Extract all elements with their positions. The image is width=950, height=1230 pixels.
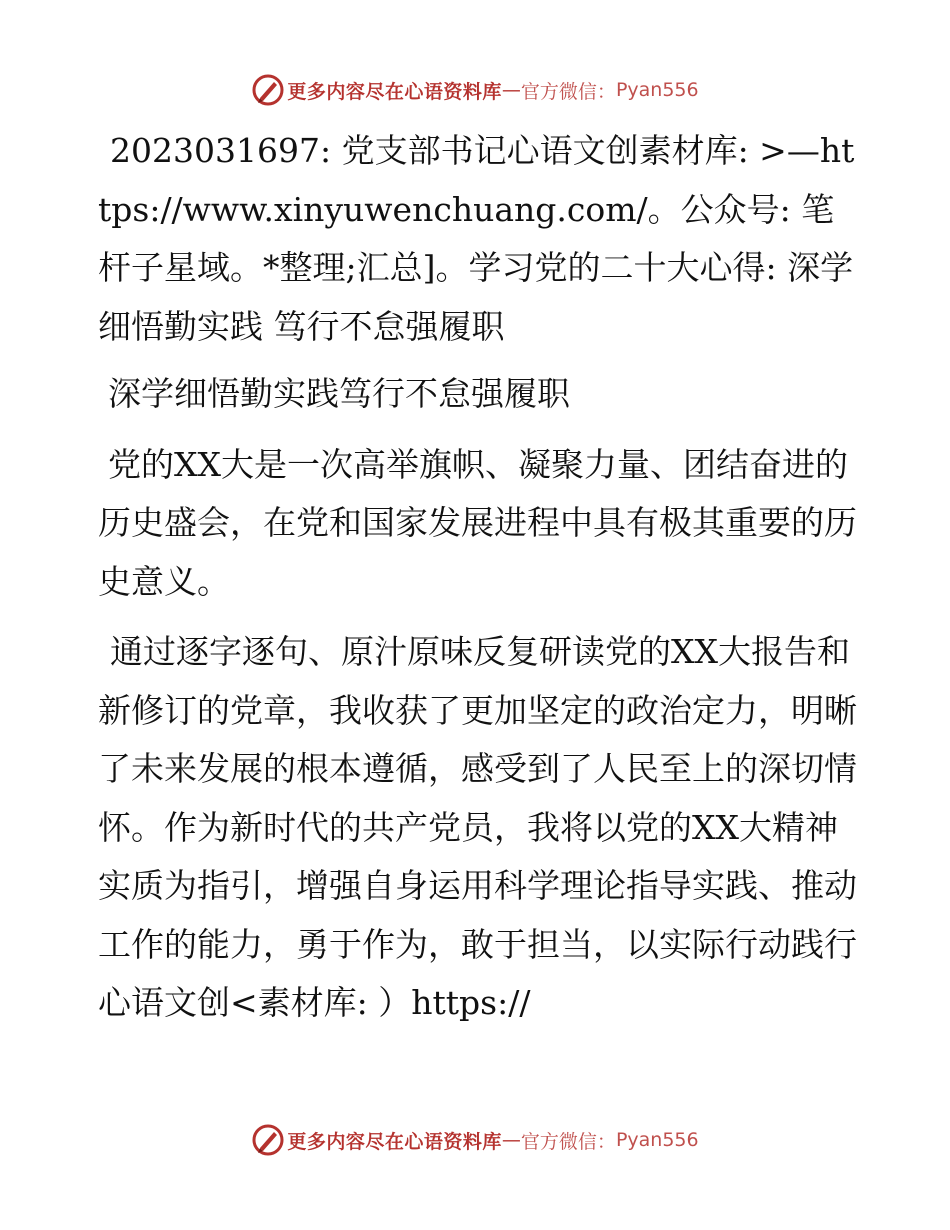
document-title: 深学细悟勤实践笃行不怠强履职 bbox=[108, 374, 570, 413]
watermark-contact-id: Pyan556 bbox=[615, 79, 699, 101]
watermark-contact-label: 官方微信： bbox=[520, 80, 616, 103]
bottom-watermark-banner bbox=[0, 1120, 950, 1160]
watermark-main-text: 更多内容尽在心语资料库 bbox=[287, 80, 502, 103]
pen-logo-icon bbox=[251, 73, 285, 107]
top-watermark-banner bbox=[0, 70, 950, 110]
watermark-contact-id: Pyan556 bbox=[615, 1129, 699, 1151]
pen-logo-icon bbox=[251, 1123, 285, 1157]
watermark-dash: — bbox=[501, 1129, 521, 1151]
document-body bbox=[98, 122, 858, 1033]
body-paragraph-2: 通过逐字逐句、原汁原味反复研读党的XX大报告和新修订的党章，我收获了更加坚定的政治定力，明晰了未来发展的根本遵循，感受到了人民至上的深切情怀。作为新时代的共产党员，我将以党的XX大精神实质为指引，增强自身运用科学理论指导实践、推动工作的能力，勇于作为，敢于担当，以实际行动践行心语文创<素材库: ）https:// bbox=[98, 632, 857, 1022]
watermark-dash: — bbox=[501, 79, 521, 101]
body-paragraph-1: 党的XX大是一次高举旗帜、凝聚力量、团结奋进的历史盛会，在党和国家发展进程中具有极其重要的历史意义。 bbox=[98, 444, 857, 601]
header-paragraph: 2023031697: 党支部书记心语文创素材库: >—https://www.xinyuwenchuang.com/。公众号: 笔杆子星域。*整理;汇总]。学习党的二十大心得: 深学细悟勤实践 笃行不怠强履职 bbox=[98, 131, 855, 346]
watermark-contact-label: 官方微信： bbox=[520, 1130, 616, 1153]
watermark-main-text: 更多内容尽在心语资料库 bbox=[287, 1130, 502, 1153]
